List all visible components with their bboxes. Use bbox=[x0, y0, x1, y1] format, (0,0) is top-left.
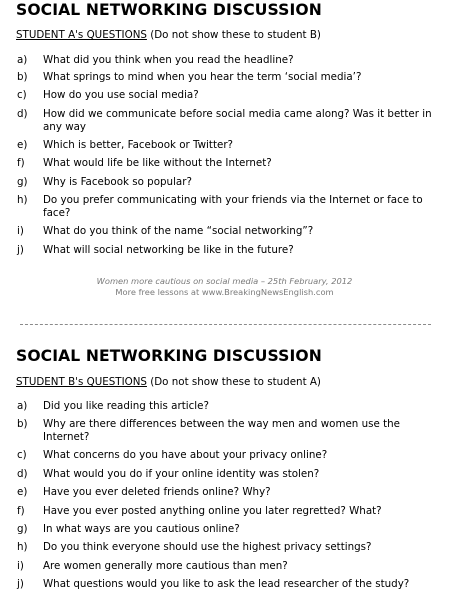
question-text: What concerns do you have about your privacy online? bbox=[43, 449, 328, 461]
section-b-title: SOCIAL NETWORKING DISCUSSION bbox=[16, 347, 322, 365]
question-text: Did you like reading this article? bbox=[43, 400, 209, 412]
question-letter: i) bbox=[17, 225, 24, 237]
question-text: Do you prefer communicating with your friends via the Internet or face to face? bbox=[43, 194, 423, 219]
question-text: What would you do if your online identity was stolen? bbox=[43, 468, 320, 480]
question-letter: b) bbox=[17, 418, 28, 430]
footer-source-line: Women more cautious on social media – 25th February, 2012 bbox=[96, 276, 353, 286]
question-letter: f) bbox=[17, 157, 25, 169]
cut-line-divider bbox=[20, 324, 431, 325]
question-letter: j) bbox=[17, 244, 24, 256]
question-letter: c) bbox=[17, 449, 27, 461]
question-letter: e) bbox=[17, 486, 28, 498]
question-text: How did we communicate before social media came along? Was it better in any way bbox=[43, 108, 432, 133]
question-text: Why is Facebook so popular? bbox=[43, 176, 192, 188]
question-letter: f) bbox=[17, 505, 25, 517]
question-text: Have you ever deleted friends online? Why? bbox=[43, 486, 271, 498]
section-a-subtitle-label: STUDENT A's QUESTIONS bbox=[16, 29, 147, 41]
question-text: Have you ever posted anything online you later regretted? What? bbox=[43, 505, 382, 517]
question-letter: a) bbox=[17, 54, 28, 66]
section-a-subtitle-note: (Do not show these to student B) bbox=[146, 29, 321, 41]
question-letter: c) bbox=[17, 89, 27, 101]
question-text: What springs to mind when you hear the term ‘social media’? bbox=[43, 71, 362, 83]
question-text: How do you use social media? bbox=[43, 89, 199, 101]
question-letter: h) bbox=[17, 194, 28, 206]
question-text: Which is better, Facebook or Twitter? bbox=[43, 139, 234, 151]
question-text: Why are there differences between the way men and women use the Internet? bbox=[43, 418, 401, 443]
question-letter: h) bbox=[17, 541, 28, 553]
question-letter: j) bbox=[17, 578, 24, 590]
question-letter: g) bbox=[17, 523, 28, 535]
question-text: What questions would you like to ask the lead researcher of the study? bbox=[43, 578, 410, 590]
section-b-subtitle bbox=[16, 376, 321, 388]
question-letter: g) bbox=[17, 176, 28, 188]
question-letter: d) bbox=[17, 468, 28, 480]
lesson-footer bbox=[0, 276, 449, 298]
question-text: In what ways are you cautious online? bbox=[43, 523, 240, 535]
question-text: Do you think everyone should use the highest privacy settings? bbox=[43, 541, 372, 553]
question-letter: b) bbox=[17, 71, 28, 83]
question-text: What do you think of the name “social networking”? bbox=[43, 225, 314, 237]
section-a-subtitle bbox=[16, 29, 321, 41]
section-b-subtitle-note: (Do not show these to student A) bbox=[146, 376, 321, 388]
question-text: What will social networking be like in the future? bbox=[43, 244, 294, 256]
question-text: What did you think when you read the headline? bbox=[43, 54, 294, 66]
question-letter: e) bbox=[17, 139, 28, 151]
section-a-title: SOCIAL NETWORKING DISCUSSION bbox=[16, 1, 322, 19]
section-b-subtitle-label: STUDENT B's QUESTIONS bbox=[16, 376, 147, 388]
question-letter: i) bbox=[17, 560, 24, 572]
question-text: What would life be like without the Internet? bbox=[43, 157, 272, 169]
footer-website-line: More free lessons at www.BreakingNewsEnglish.com bbox=[115, 287, 334, 297]
question-letter: a) bbox=[17, 400, 28, 412]
question-letter: d) bbox=[17, 108, 28, 120]
question-text: Are women generally more cautious than men? bbox=[43, 560, 288, 572]
